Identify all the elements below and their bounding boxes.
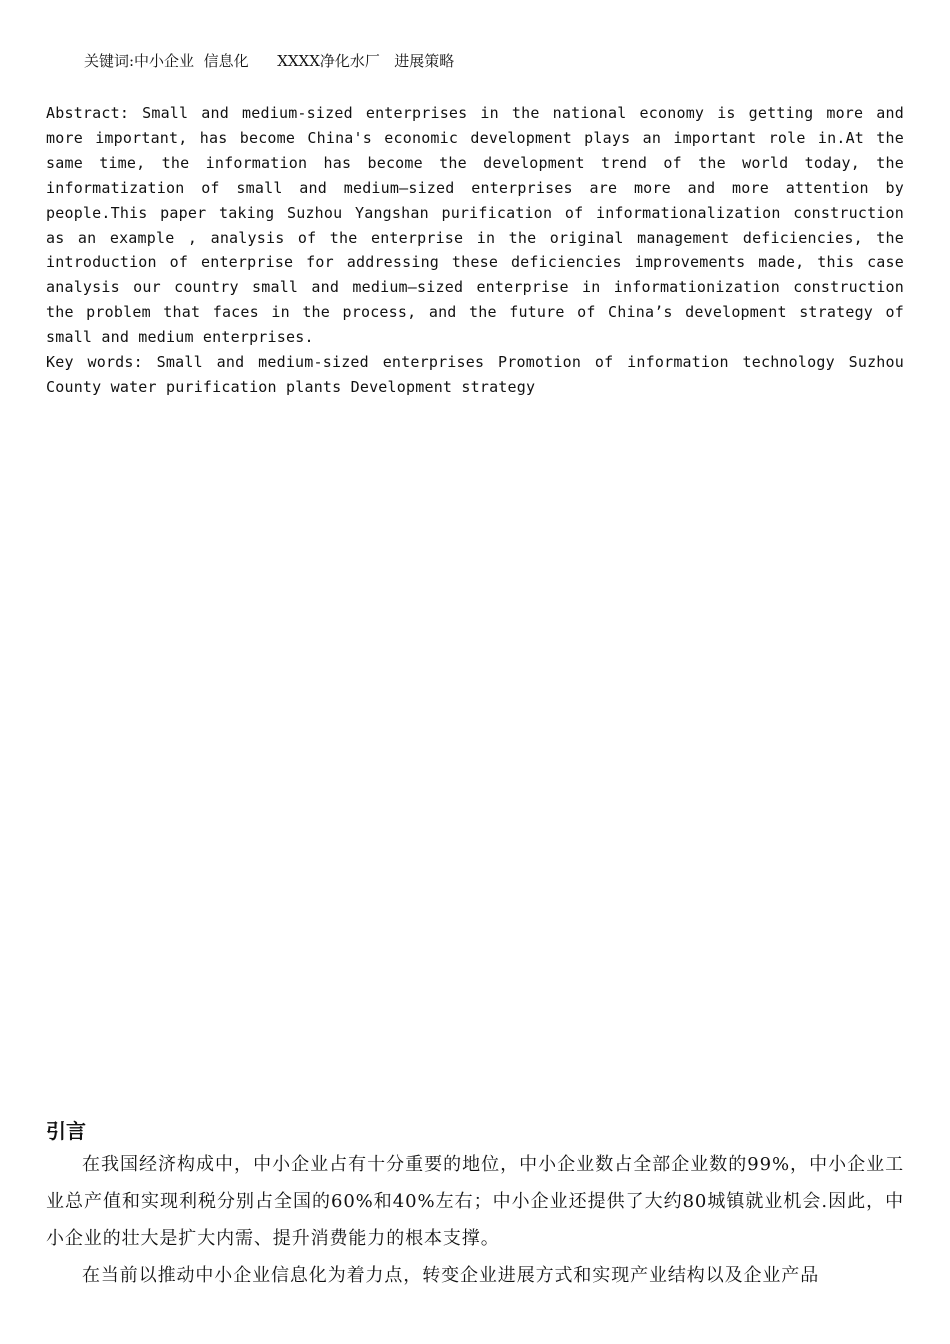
introduction-section (46, 1116, 904, 1294)
english-keywords: Key words: Small and medium-sized enterprises Promotion of information technology Suzhou County water purification plants Development strategy (46, 353, 904, 396)
intro-paragraph-2: 在当前以推动中小企业信息化为着力点，转变企业进展方式和实现产业结构以及企业产品 (82, 1265, 820, 1286)
abstract-text: Abstract: Small and medium-sized enterprises in the national economy is getting more and more important, has become China's economic development plays an important role in.At the same time, the information has become the development trend of the world today, the informatization of small and medium—sized enterprises are more and more attention by people.This paper taking Suzhou Yangshan purification of informationalization construction as an example , analysis of the enterprise in the original management deficiencies, the introduction of enterprise for addressing these deficiencies improvements made, this case analysis our country small and medium—sized enterprise in informationization construction the problem that faces in the process, and the future of China’s development strategy of small and medium enterprises. (46, 104, 904, 347)
intro-paragraph-1: 在我国经济构成中，中小企业占有十分重要的地位，中小企业数占全部企业数的99%，中小企业工业总产值和实现利税分别占全国的60%和40%左右；中小企业还提供了大约80城镇就业机会.因此，中小企业的壮大是扩大内需、提升消费能力的根本支撑。 (46, 1154, 904, 1249)
intro-heading: 引言 (46, 1119, 86, 1143)
abstract-block (46, 101, 904, 400)
chinese-keywords: 关键词:中小企业 信息化 XXXX净化水厂 进展策略 (84, 52, 455, 70)
